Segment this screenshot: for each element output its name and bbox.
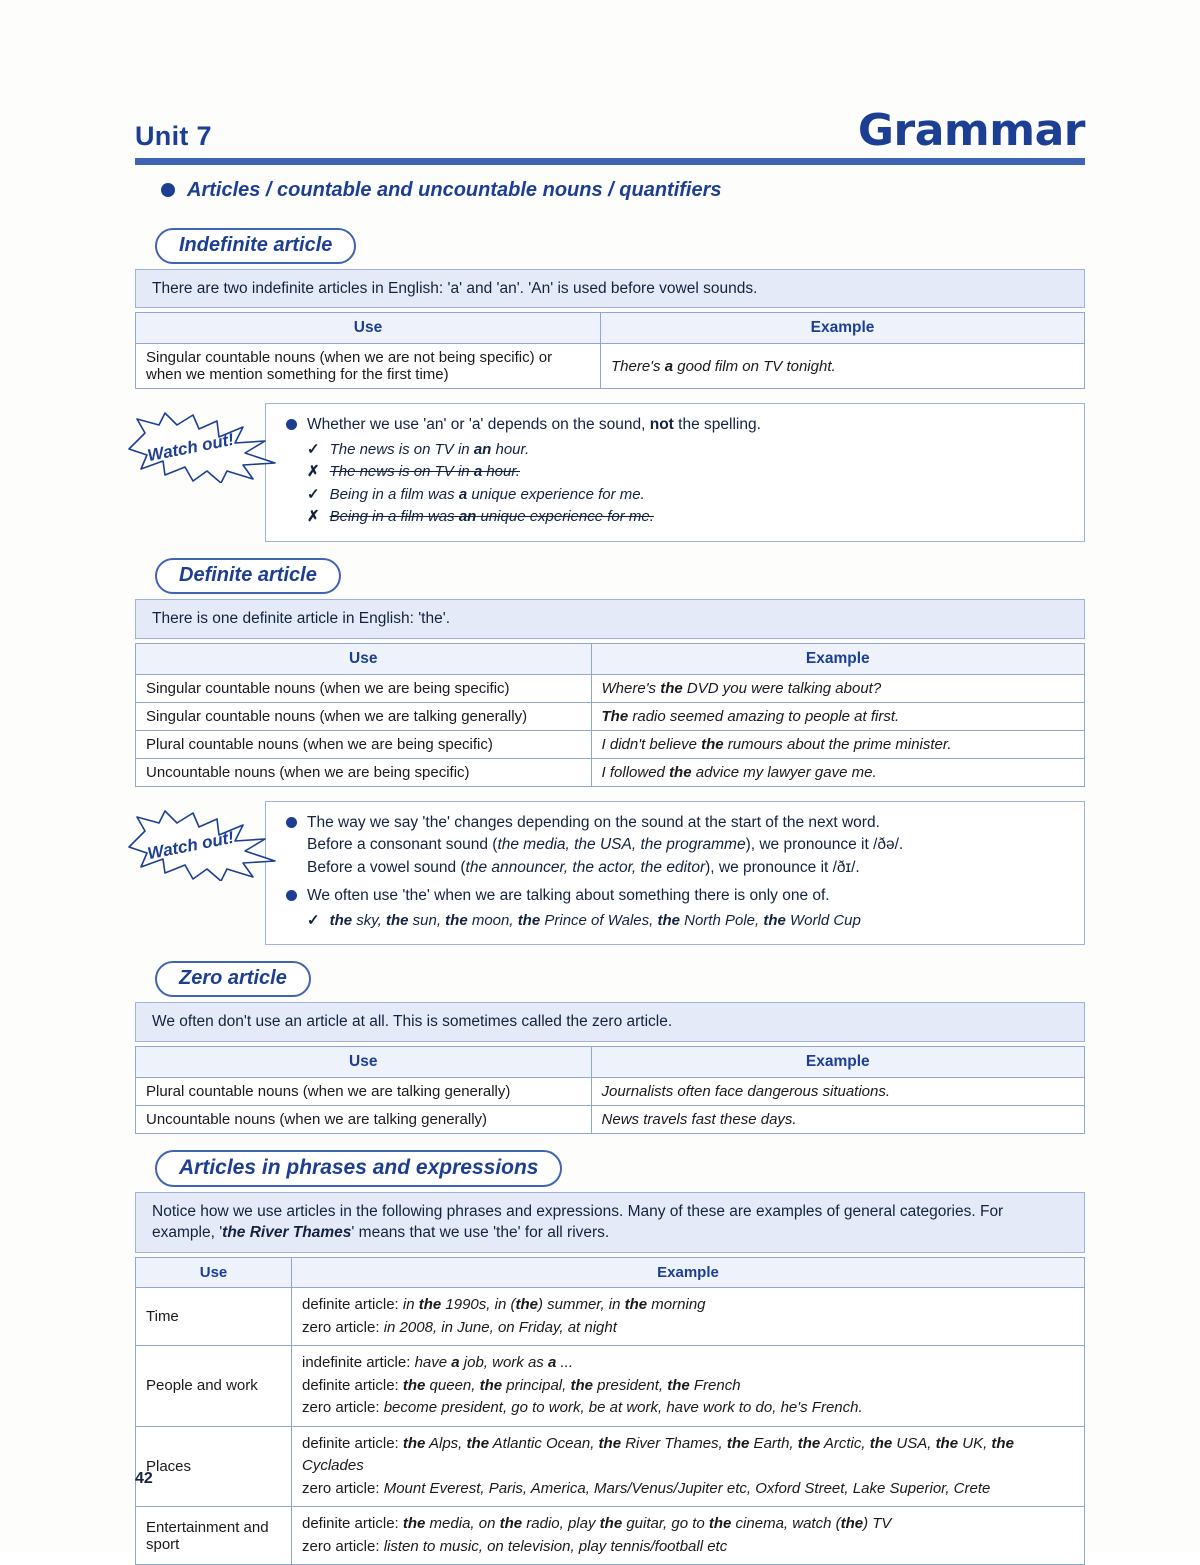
table-row	[136, 1077, 1085, 1105]
cell-use: Singular countable nouns (when we are being specific)	[136, 674, 592, 702]
bullet-icon	[286, 817, 297, 828]
cell-use: Uncountable nouns (when we are being specific)	[136, 758, 592, 786]
table-row	[136, 1346, 1085, 1427]
watch-out-examples	[307, 910, 1070, 933]
watch-out-starburst	[125, 411, 285, 483]
watch-out-label: Watch out!	[145, 430, 236, 466]
watch-out-box	[265, 403, 1085, 541]
watch-out-main: The way we say 'the' changes depending on the sound at the start of the next word.	[307, 813, 880, 831]
example-line: ✓ Being in a film was a unique experience for me.	[307, 484, 1070, 507]
table-row	[136, 702, 1085, 730]
cell-use: Singular countable nouns (when we are talking generally)	[136, 702, 592, 730]
cell-example: I didn't believe the rumours about the prime minister.	[591, 730, 1084, 758]
bullet-icon	[286, 419, 297, 430]
cell-category: People and work	[136, 1346, 292, 1427]
cell-category: Time	[136, 1288, 292, 1346]
page-number: 42	[135, 1470, 153, 1487]
watch-out-definite	[145, 801, 1085, 945]
cell-example: indefinite article: have a job, work as a ... definite article: the queen, the principal, the president, the French zero article: become president, go to work, be at work, have work to do, he's French.	[292, 1346, 1085, 1427]
intro-definite-article: There is one definite article in English: 'the'.	[135, 599, 1085, 639]
unit-title: Unit 7	[135, 120, 212, 151]
table-header-row	[136, 1046, 1085, 1077]
column-header-use: Use	[136, 313, 601, 344]
heading-indefinite-article: Indefinite article	[155, 228, 356, 264]
watch-out-item	[286, 812, 1070, 879]
heading-definite-article: Definite article	[155, 558, 341, 594]
watch-out-item	[286, 414, 1070, 436]
cell-example: definite article: the media, on the radio, play the guitar, go to the cinema, watch (the) TV zero article: listen to music, on television, play tennis/football etc	[292, 1507, 1085, 1565]
cell-category: Places	[136, 1426, 292, 1507]
column-header-example: Example	[601, 313, 1085, 344]
watch-out-box	[265, 801, 1085, 945]
example-line: ✗ The news is on TV in a hour.	[307, 461, 1070, 484]
column-header-example: Example	[591, 643, 1084, 674]
intro-zero-article: We often don't use an article at all. This is sometimes called the zero article.	[135, 1002, 1085, 1042]
cell-use: Uncountable nouns (when we are talking generally)	[136, 1105, 592, 1133]
watch-out-item	[286, 885, 1070, 907]
bullet-icon	[286, 890, 297, 901]
watch-out-text: Whether we use 'an' or 'a' depends on the sound, not the spelling.	[307, 416, 761, 434]
column-header-example: Example	[292, 1258, 1085, 1288]
example-line: ✗ Being in a film was an unique experience for me.	[307, 506, 1070, 529]
column-header-use: Use	[136, 1046, 592, 1077]
section-title: Grammar	[857, 105, 1085, 156]
intro-indefinite-article: There are two indefinite articles in English: 'a' and 'an'. 'An' is used before vowel sounds.	[135, 269, 1085, 309]
cell-example: The radio seemed amazing to people at first.	[591, 702, 1084, 730]
cross-icon: ✗	[307, 463, 320, 481]
column-header-use: Use	[136, 1258, 292, 1288]
table-row	[136, 1105, 1085, 1133]
cell-use: Plural countable nouns (when we are talking generally)	[136, 1077, 592, 1105]
heading-articles-in-phrases: Articles in phrases and expressions	[155, 1150, 562, 1187]
table-row	[136, 1426, 1085, 1507]
column-header-example: Example	[591, 1046, 1084, 1077]
table-zero-article	[135, 1046, 1085, 1134]
tick-icon: ✓	[307, 911, 320, 929]
tick-icon: ✓	[307, 485, 320, 503]
cell-example: definite article: the Alps, the Atlantic Ocean, the River Thames, the Earth, the Arctic, the USA, the UK, the Cyclades zero article: Mount Everest, Paris, America, Mars/Venus/Jupiter etc, Oxford Street, Lake Superior, Crete	[292, 1426, 1085, 1507]
cell-example: There's a good film on TV tonight.	[601, 344, 1085, 389]
cell-example: Where's the DVD you were talking about?	[591, 674, 1084, 702]
watch-out-indefinite	[145, 403, 1085, 541]
tick-icon: ✓	[307, 440, 320, 458]
intro-articles-in-phrases: Notice how we use articles in the following phrases and expressions. Many of these are examples of general categories. For example, 'the River Thames' means that we use 'the' for all rivers.	[135, 1192, 1085, 1253]
page-header	[135, 105, 1085, 156]
cell-use: Plural countable nouns (when we are being specific)	[136, 730, 592, 758]
page-content	[135, 105, 1085, 1565]
table-row	[136, 1288, 1085, 1346]
table-row	[136, 344, 1085, 389]
table-header-row	[136, 313, 1085, 344]
example-line: ✓ The news is on TV in an hour.	[307, 439, 1070, 462]
cell-example: I followed the advice my lawyer gave me.	[591, 758, 1084, 786]
cell-use: Singular countable nouns (when we are not being specific) or when we mention something for the first time)	[136, 344, 601, 389]
table-row	[136, 1507, 1085, 1565]
table-header-row	[136, 1258, 1085, 1288]
watch-out-text: We often use 'the' when we are talking about something there is only one of.	[307, 887, 830, 905]
table-articles-in-phrases	[135, 1257, 1085, 1565]
cell-example: definite article: in the 1990s, in (the) summer, in the morning zero article: in 2008, in June, on Friday, at night	[292, 1288, 1085, 1346]
cell-example: News travels fast these days.	[591, 1105, 1084, 1133]
table-indefinite-article	[135, 312, 1085, 389]
table-header-row	[136, 643, 1085, 674]
watch-out-text: The way we say 'the' changes depending on the sound at the start of the next word. Before a consonant sound (the media, the USA, the programme), we pronounce it /ðə/. Before a vowel sound (the announcer, the actor, the editor), we pronounce it /ðɪ/.	[307, 813, 904, 876]
table-row	[136, 730, 1085, 758]
heading-zero-article: Zero article	[155, 961, 311, 997]
table-row	[136, 758, 1085, 786]
topic-text: Articles / countable and uncountable nouns / quantifiers	[187, 178, 722, 201]
bullet-icon	[161, 183, 175, 197]
watch-out-label: Watch out!	[145, 827, 236, 863]
watch-out-starburst	[125, 809, 285, 881]
watch-out-examples	[307, 439, 1070, 529]
cell-example: Journalists often face dangerous situations.	[591, 1077, 1084, 1105]
column-header-use: Use	[136, 643, 592, 674]
example-line: ✓ the sky, the sun, the moon, the Prince of Wales, the North Pole, the World Cup	[307, 910, 1070, 933]
cross-icon: ✗	[307, 508, 320, 526]
header-rule	[135, 158, 1085, 165]
topic-line	[161, 179, 1085, 202]
cell-category: Entertainment and sport	[136, 1507, 292, 1565]
table-row	[136, 674, 1085, 702]
table-definite-article	[135, 643, 1085, 787]
